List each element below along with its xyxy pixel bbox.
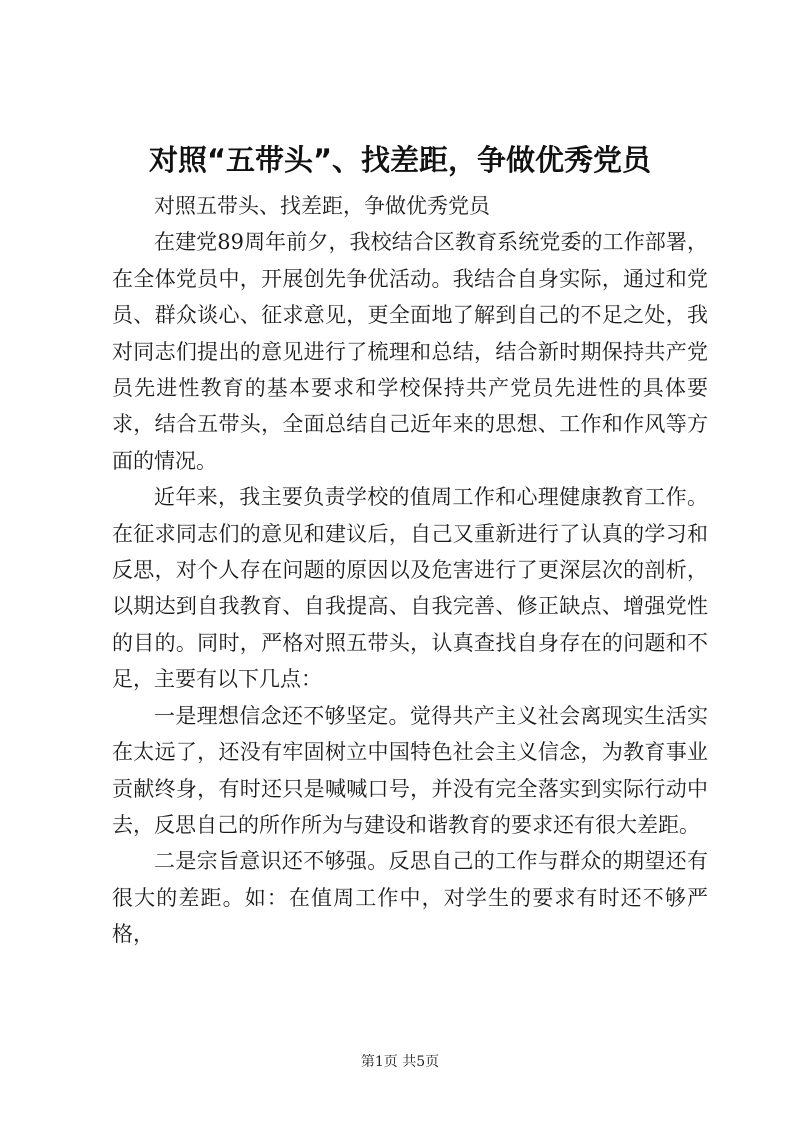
body-paragraph-1: 在建党89周年前夕，我校结合区教育系统党委的工作部署，在全体党员中，开展创先争优活动。我结合自身实际，通过和党员、群众谈心、征求意见，更全面地了解到自己的不足之处，我对同志们提出的意见进行了梳理和总结，结合新时期保持共产党员先进性教育的基本要求和学校保持共产党员先进性的具体要求，结合五带头，全面总结自己近年来的思想、工作和作风等方面的情况。 [112,230,708,473]
body-paragraph-3: 一是理想信念还不够坚定。觉得共产主义社会离现实生活实在太远了，还没有牢固树立中国特色社会主义信念，为教育事业贡献终身，有时还只是喊喊口号，并没有完全落实到实际行动中去，反思自己的所作所为与建设和谐教育的要求还有很大差距。 [112,703,708,837]
document-title: 对照“五带头”、找差距，争做优秀党员 [148,143,652,177]
page-footer: 第1页 共5页 [360,1054,440,1070]
document-body [112,188,708,953]
body-paragraph-2: 近年来，我主要负责学校的值周工作和心理健康教育工作。在征求同志们的意见和建议后，自己又重新进行了认真的学习和反思，对个人存在问题的原因以及危害进行了更深层次的剖析，以期达到自我教育、自我提高、自我完善、修正缺点、增强党性的目的。同时，严格对照五带头，认真查找自身存在的问题和不足，主要有以下几点： [112,485,708,692]
body-paragraph-4: 二是宗旨意识还不够强。反思自己的工作与群众的期望还有很大的差距。如：在值周工作中，对学生的要求有时还不够严格， [112,849,708,947]
document-subtitle: 对照五带头、找差距，争做优秀党员 [154,194,490,218]
